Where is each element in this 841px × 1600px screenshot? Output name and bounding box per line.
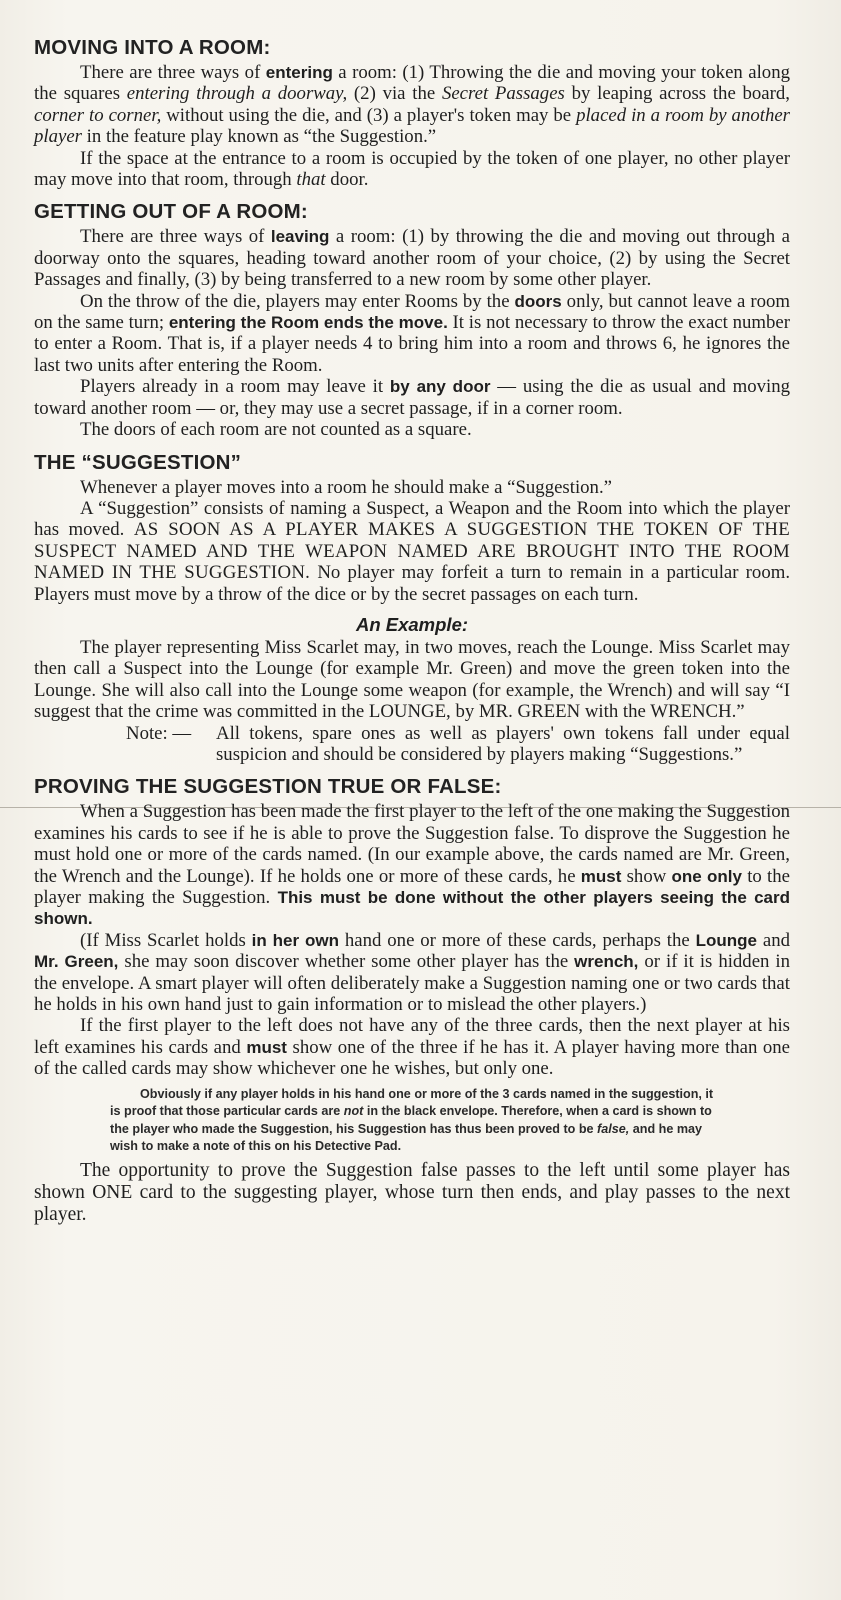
example-title: An Example: [355,613,469,635]
heading-getting-out: GETTING OUT OF A ROOM: [34,200,308,224]
paragraph: A “Suggestion” consists of naming a Suspect, a Weapon and the Room into which the player has moved. AS SOON AS A PLAYER MAKES A SUGGESTION THE TOKEN OF THE SUSPECT NAMED AND THE WEAPON NAMED ARE BROUGHT INTO THE ROOM NAMED IN THE SUGGESTION. No player may forfeit a turn to remain in a particular room. Players must move by a throw of the dice or by the secret passages on each turn. [34,497,791,605]
section-suggestion [34,451,790,605]
note [126,723,790,766]
paragraph: (If Miss Scarlet holds in her own hand one or more of these cards, perhaps the Lounge and Mr. Green, she may soon discover whether some other player has the wrench, or if it is hidden in the envelope. A smart player will often deliberately make a Suggestion naming one or two cards that he holds in his own hand just to gain information or to mislead the other players.) [34,929,791,1016]
section-proving [34,775,790,1226]
paragraph: Players already in a room may leave it by any door — using the die as usual and moving toward another room — or, they may use a secret passage, if in a corner room. [34,376,791,419]
paragraph: If the space at the entrance to a room is occupied by the token of one player, no other player may move into that room, through that door. [34,147,790,191]
paragraph: On the throw of the die, players may enter Rooms by the doors only, but cannot leave a room on the same turn; entering the Room ends the move. It is not necessary to throw the exact number to enter a Room. That is, if a player needs 4 to bring him into a room and throws 6, he ignores the last two units after entering the Room. [34,290,790,376]
paragraph: There are three ways of leaving a room: (1) by throwing the die and moving out through a doorway onto the squares, heading toward another room of your choice, (2) by using the Secret Passages and finally, (3) by being transferred to a new room by some other player. [34,226,790,291]
paragraph: If the first player to the left does not have any of the three cards, then the next player at his left examines his cards and must show one of the three if he has it. A player having more than one of the called cards may show whichever one he wishes, but only one. [34,1015,790,1080]
heading-proving: PROVING THE SUGGESTION TRUE OR FALSE: [34,775,502,799]
paragraph: Whenever a player moves into a room he should make a “Suggestion.” [80,476,612,498]
note-label: Note: — [126,722,192,744]
heading-suggestion: THE “SUGGESTION” [34,450,242,474]
paragraph: The doors of each room are not counted as a square. [80,419,472,441]
section-example [34,613,790,765]
section-moving-into-room [34,36,790,190]
heading-moving-into-room: MOVING INTO A ROOM: [34,36,271,59]
paragraph: There are three ways of entering a room: (1) Throwing the die and moving your token along the squares entering through a doorway, (2) via the Secret Passages by leaping across the board, corner to corner, without using the die, and (3) a player's token may be placed in a room by another player in the feature play known as “the Suggestion.” [34,62,790,148]
paragraph: When a Suggestion has been made the first player to the left of the one making the Suggestion examines his cards to see if he is able to prove the Suggestion false. To disprove the Suggestion he must hold one or more of the cards named. (In our example above, the cards named are Mr. Green, the Wrench and the Lounge). If he holds one or more of these cards, he must show one only to the player making the Suggestion. This must be done without the other players seeing the card shown. [34,801,791,929]
paragraph: The opportunity to prove the Suggestion false passes to the left until some player has shown ONE card to the suggesting player, whose turn then ends, and play passes to the next player. [34,1160,790,1226]
note-text: All tokens, spare ones as well as players' own tokens fall under equal suspicion and should be considered by players making “Suggestions.” [216,722,790,765]
section-getting-out [34,200,790,440]
small-print-note: Obviously if any player holds in his hand one or more of the 3 cards named in the suggestion, it is proof that those particular cards are not in the black envelope. Therefore, when a card is shown to the player who made the Suggestion, his Suggestion has thus been proved to be false, and he may wish to make a note of this on his Detective Pad. [110,1086,714,1154]
rules-content [34,36,790,1236]
paragraph: The player representing Miss Scarlet may, in two moves, reach the Lounge. Miss Scarlet may then call a Suspect into the Lounge (for example Mr. Green) and move the green token into the Lounge. She will also call into the Lounge some weapon (for example, the Wrench) and will say “I suggest that the crime was committed in the LOUNGE, by MR. GREEN with the WRENCH.” [34,636,790,723]
